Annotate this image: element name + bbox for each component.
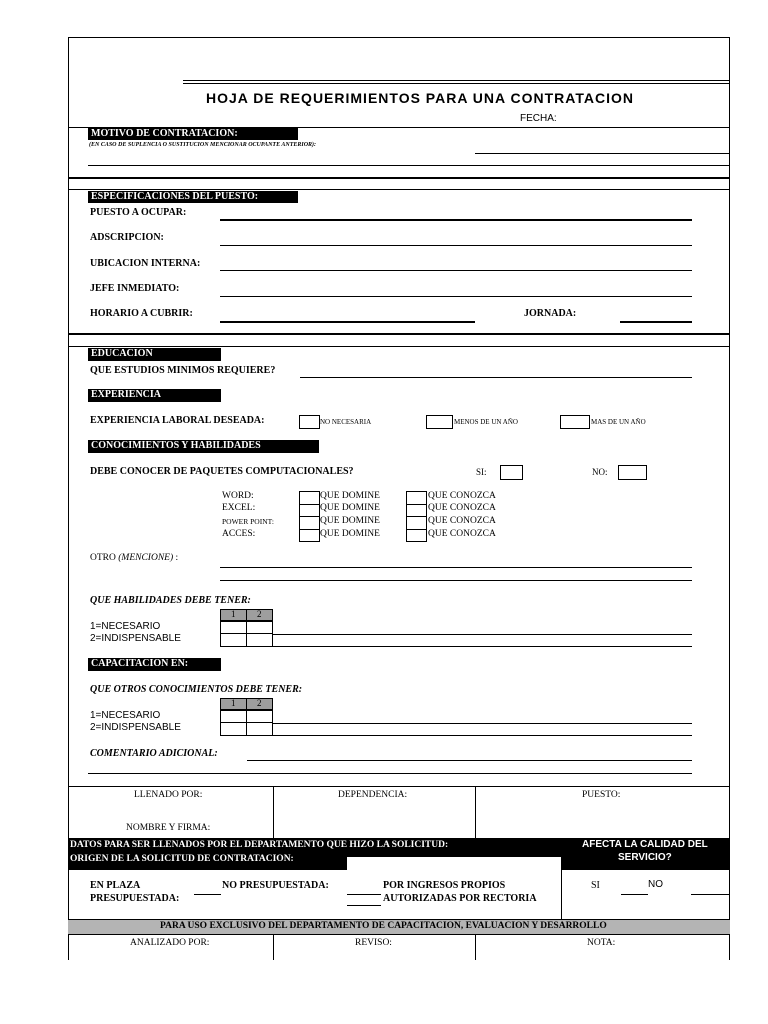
en-plaza-label-2: PRESUPUESTADA: xyxy=(90,893,180,904)
divider xyxy=(68,346,730,347)
grid-col-2: 2 xyxy=(257,609,262,619)
jefe-field[interactable] xyxy=(220,296,692,297)
nombre-firma-label: NOMBRE Y FIRMA: xyxy=(126,823,211,833)
no-checkbox[interactable] xyxy=(618,465,647,480)
ingresos-label-2: AUTORIZADAS POR RECTORIA xyxy=(383,893,537,904)
conozca-checkbox-acces[interactable] xyxy=(406,529,427,542)
comentario-label: COMENTARIO ADICIONAL: xyxy=(90,748,218,759)
otro-text: OTRO xyxy=(90,553,119,563)
section-divider xyxy=(68,333,730,335)
puesto-a-ocupar-label: PUESTO A OCUPAR: xyxy=(90,207,187,218)
habilidades-field-1[interactable] xyxy=(273,634,692,635)
program-label: ACCES: xyxy=(222,529,256,539)
capacitacion-field-2[interactable] xyxy=(273,735,692,736)
analizado-label: ANALIZADO POR: xyxy=(130,938,210,948)
domine-label: QUE DOMINE xyxy=(320,503,380,513)
motivo-header: MOTIVO DE CONTRATACION: xyxy=(88,128,298,140)
conozca-checkbox-powerpoint[interactable] xyxy=(406,516,427,530)
estudios-label: QUE ESTUDIOS MINIMOS REQUIERE? xyxy=(90,365,276,376)
no-necesaria-checkbox[interactable] xyxy=(299,415,320,429)
otro-field-2[interactable] xyxy=(220,580,692,581)
grid-col-1: 1 xyxy=(231,609,236,619)
legend-indispensable: 2=INDISPENSABLE xyxy=(90,722,181,733)
habilidades-field-2[interactable] xyxy=(273,646,692,647)
ingresos-field[interactable] xyxy=(347,905,381,906)
comentario-field-2[interactable] xyxy=(88,773,692,774)
title-rule xyxy=(183,80,730,84)
afecta-si-field[interactable] xyxy=(621,894,648,895)
legend-necesario: 1=NECESARIO xyxy=(90,621,161,632)
conozca-checkbox-word[interactable] xyxy=(406,491,427,505)
ubicacion-field[interactable] xyxy=(220,270,692,271)
no-presupuestada-field[interactable] xyxy=(347,894,381,895)
cell-divider xyxy=(273,934,274,960)
divider xyxy=(68,786,730,787)
origen-header: ORIGEN DE LA SOLICITUD DE CONTRATACION: xyxy=(70,854,294,864)
puesto-firma-label: PUESTO: xyxy=(582,790,621,800)
cell-divider xyxy=(273,786,274,838)
grid-cell[interactable] xyxy=(220,722,247,736)
domine-checkbox-word[interactable] xyxy=(299,491,320,505)
program-label: WORD: xyxy=(222,491,254,501)
motivo-field-line-1[interactable] xyxy=(475,153,730,154)
domine-checkbox-powerpoint[interactable] xyxy=(299,516,320,530)
paquetes-label: DEBE CONOCER DE PAQUETES COMPUTACIONALES? xyxy=(90,466,354,477)
cell-divider xyxy=(475,786,476,838)
si-label: SI: xyxy=(476,467,487,477)
en-plaza-label-1: EN PLAZA xyxy=(90,880,141,891)
grid-col-1: 1 xyxy=(231,698,236,708)
afecta-line-1: AFECTA LA CALIDAD DEL xyxy=(582,839,708,850)
frame-left xyxy=(68,37,69,960)
menos-ano-checkbox[interactable] xyxy=(426,415,453,429)
educacion-header: EDUCACION xyxy=(88,348,221,361)
mas-ano-label: MAS DE UN AÑO xyxy=(591,418,646,426)
grid-divider xyxy=(246,698,247,710)
program-label: POWER POINT: xyxy=(222,517,274,526)
motivo-field-line-2[interactable] xyxy=(88,165,730,166)
menos-ano-label: MENOS DE UN AÑO xyxy=(454,418,518,426)
llenado-label: LLENADO POR: xyxy=(134,790,203,800)
afecta-no-label: NO xyxy=(648,879,663,890)
legend-necesario: 1=NECESARIO xyxy=(90,710,161,721)
conocimientos-header: CONOCIMIENTOS Y HABILIDADES xyxy=(88,440,319,453)
horario-label: HORARIO A CUBRIR: xyxy=(90,308,193,319)
afecta-si-label: SI xyxy=(591,880,600,891)
otro-colon: : xyxy=(173,553,179,563)
comentario-field-1[interactable] xyxy=(247,760,692,761)
mencione-text: (MENCIONE) xyxy=(118,553,174,563)
en-plaza-field[interactable] xyxy=(194,894,221,895)
grid-divider xyxy=(246,609,247,621)
program-label: EXCEL: xyxy=(222,503,256,513)
conozca-label: QUE CONOZCA xyxy=(428,503,496,513)
capacitacion-field-1[interactable] xyxy=(273,723,692,724)
frame-right xyxy=(729,37,730,960)
jefe-label: JEFE INMEDIATO: xyxy=(90,283,180,294)
nota-label: NOTA: xyxy=(587,938,616,948)
adscripcion-field[interactable] xyxy=(220,245,692,246)
page-title: HOJA DE REQUERIMIENTOS PARA UNA CONTRATACION xyxy=(206,90,634,106)
datos-header: DATOS PARA SER LLENADOS POR EL DEPARTAMENTO QUE HIZO LA SOLICITUD: xyxy=(70,840,449,850)
no-necesaria-label: NO NECESARIA xyxy=(320,418,372,426)
puesto-header: ESPECIFICACIONES DEL PUESTO: xyxy=(88,191,298,203)
dependencia-label: DEPENDENCIA: xyxy=(338,790,408,800)
exclusivo-header: PARA USO EXCLUSIVO DEL DEPARTAMENTO DE CAPACITACION, EVALUACION Y DESARROLLO xyxy=(160,921,607,931)
ingresos-label-1: POR INGRESOS PROPIOS xyxy=(383,880,506,891)
capacitacion-header: CAPACITACION EN: xyxy=(88,658,221,671)
motivo-note: (EN CASO DE SUPLENCIA O SUSTITUCION MENCIONAR OCUPANTE ANTERIOR): xyxy=(89,142,317,148)
divider xyxy=(68,934,730,935)
afecta-no-field[interactable] xyxy=(691,894,729,895)
section-divider xyxy=(68,177,730,179)
otro-label xyxy=(90,553,178,563)
horario-field[interactable] xyxy=(220,321,475,323)
jornada-label: JORNADA: xyxy=(524,308,577,319)
grid-col-2: 2 xyxy=(257,698,262,708)
otros-conocimientos-label: QUE OTROS CONOCIMIENTOS DEBE TENER: xyxy=(90,684,303,695)
otro-field-1[interactable] xyxy=(220,567,692,568)
experiencia-header: EXPERIENCIA xyxy=(88,389,221,402)
legend-indispensable: 2=INDISPENSABLE xyxy=(90,633,181,644)
afecta-line-2: SERVICIO? xyxy=(618,852,672,863)
adscripcion-label: ADSCRIPCION: xyxy=(90,232,164,243)
puesto-a-ocupar-field[interactable] xyxy=(220,219,692,221)
origen-white-gap xyxy=(347,857,561,870)
no-presupuestada-label: NO PRESUPUESTADA: xyxy=(222,880,329,891)
mas-ano-checkbox[interactable] xyxy=(560,415,590,429)
conozca-label: QUE CONOZCA xyxy=(428,491,496,501)
divider xyxy=(68,189,730,190)
frame-top xyxy=(68,37,730,38)
no-label: NO: xyxy=(592,467,608,477)
domine-checkbox-acces[interactable] xyxy=(299,529,320,542)
cell-divider xyxy=(561,857,562,919)
domine-label: QUE DOMINE xyxy=(320,491,380,501)
grid-cell[interactable] xyxy=(246,722,273,736)
conozca-label: QUE CONOZCA xyxy=(428,516,496,526)
cell-divider xyxy=(475,934,476,960)
ubicacion-label: UBICACION INTERNA: xyxy=(90,258,201,269)
grid-cell[interactable] xyxy=(246,633,273,647)
habilidades-label: QUE HABILIDADES DEBE TENER: xyxy=(90,595,251,606)
estudios-field[interactable] xyxy=(300,377,692,378)
fecha-label: FECHA: xyxy=(520,113,557,124)
conozca-label: QUE CONOZCA xyxy=(428,529,496,539)
experiencia-label: EXPERIENCIA LABORAL DESEADA: xyxy=(90,415,265,426)
jornada-field[interactable] xyxy=(620,321,692,323)
reviso-label: REVISO: xyxy=(355,938,392,948)
grid-cell[interactable] xyxy=(220,633,247,647)
domine-label: QUE DOMINE xyxy=(320,516,380,526)
si-checkbox[interactable] xyxy=(500,465,523,480)
domine-label: QUE DOMINE xyxy=(320,529,380,539)
